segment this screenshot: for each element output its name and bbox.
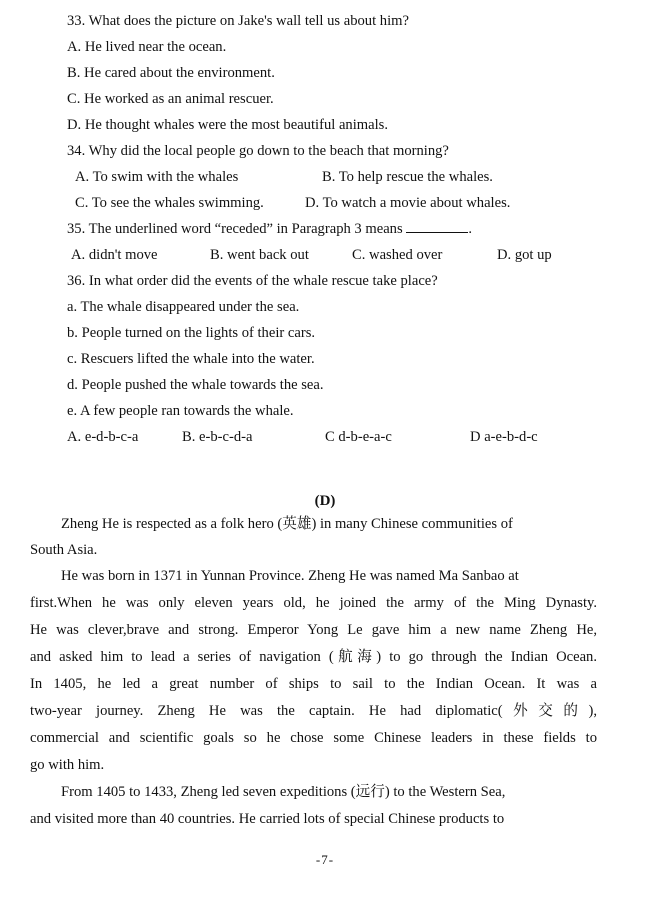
q34-stem: 34. Why did the local people go down to the beach that morning? xyxy=(67,143,449,159)
q35-option-b: B. went back out xyxy=(210,247,309,263)
passage-paragraph-3-line-2: and visited more than 40 countries. He carried lots of special Chinese products to xyxy=(30,811,505,827)
passage-paragraph-2-line-8: go with him. xyxy=(30,757,105,773)
q35-stem-text: 35. The underlined word “receded” in Paragraph 3 means xyxy=(67,221,403,237)
q36-stem: 36. In what order did the events of the whale rescue take place? xyxy=(67,273,438,289)
q36-event-c: c. Rescuers lifted the whale into the water. xyxy=(67,351,315,367)
q35-option-d: D. got up xyxy=(497,247,552,263)
q34-option-d: D. To watch a movie about whales. xyxy=(305,195,511,211)
passage-paragraph-2-line-3-wrap xyxy=(30,617,597,644)
passage-paragraph-2-line-5-wrap xyxy=(30,671,597,698)
q36-event-a: a. The whale disappeared under the sea. xyxy=(67,299,300,315)
page-number: -7- xyxy=(315,852,335,867)
q33-option-a: A. He lived near the ocean. xyxy=(67,39,227,55)
passage-paragraph-2-line-5: In 1405, he led a great number of ships to sail to the Indian Ocean. It was a xyxy=(30,676,597,692)
q35-stem xyxy=(67,220,472,238)
q35-stem-end: . xyxy=(468,221,472,237)
q36-option-b: B. e-b-c-d-a xyxy=(182,429,253,445)
passage-paragraph-2-line-7: commercial and scientific goals so he chose some Chinese leaders in these fields to xyxy=(30,730,597,746)
q33-stem: 33. What does the picture on Jake's wall tell us about him? xyxy=(67,13,409,29)
passage-paragraph-3-line-1: From 1405 to 1433, Zheng led seven expeditions (远行) to the Western Sea, xyxy=(61,784,506,800)
q34-option-b: B. To help rescue the whales. xyxy=(322,169,493,185)
q36-event-b: b. People turned on the lights of their cars. xyxy=(67,325,316,341)
passage-paragraph-2-line-6-wrap xyxy=(30,698,597,725)
section-d-title: (D) xyxy=(314,493,336,509)
q34-option-c: C. To see the whales swimming. xyxy=(75,195,264,211)
q36-event-e: e. A few people ran towards the whale. xyxy=(67,403,294,419)
passage-paragraph-1-line-2: South Asia. xyxy=(30,542,98,558)
q35-option-a: A. didn't move xyxy=(71,247,158,263)
q36-event-d: d. People pushed the whale towards the sea. xyxy=(67,377,324,393)
passage-paragraph-2-line-4: and asked him to lead a series of navigation (航海) to go through the Indian Ocean. xyxy=(30,649,597,665)
q33-option-c: C. He worked as an animal rescuer. xyxy=(67,91,274,107)
q36-option-d: D a-e-b-d-c xyxy=(470,429,538,445)
passage-paragraph-2-line-7-wrap xyxy=(30,725,597,752)
passage-paragraph-2-line-2: first.When he was only eleven years old, he joined the army of the Ming Dynasty. xyxy=(30,595,597,611)
q36-option-a: A. e-d-b-c-a xyxy=(67,429,139,445)
passage-paragraph-2-line-4-wrap xyxy=(30,644,597,671)
passage-paragraph-2-line-2-wrap xyxy=(30,590,597,617)
q34-option-a: A. To swim with the whales xyxy=(75,169,239,185)
passage-paragraph-2-line-6: two-year journey. Zheng He was the captain. He had diplomatic(外交的), xyxy=(30,703,597,719)
q33-option-b: B. He cared about the environment. xyxy=(67,65,275,81)
q36-option-c: C d-b-e-a-c xyxy=(325,429,392,445)
passage-paragraph-2-line-3: He was clever,brave and strong. Emperor Yong Le gave him a new name Zheng He, xyxy=(30,622,597,638)
q33-option-d: D. He thought whales were the most beautiful animals. xyxy=(67,117,388,133)
q35-answer-blank xyxy=(406,220,468,233)
passage-paragraph-2-line-1: He was born in 1371 in Yunnan Province. Zheng He was named Ma Sanbao at xyxy=(61,568,519,584)
passage-paragraph-1-line-1: Zheng He is respected as a folk hero (英雄) in many Chinese communities of xyxy=(61,516,513,532)
q35-option-c: C. washed over xyxy=(352,247,443,263)
